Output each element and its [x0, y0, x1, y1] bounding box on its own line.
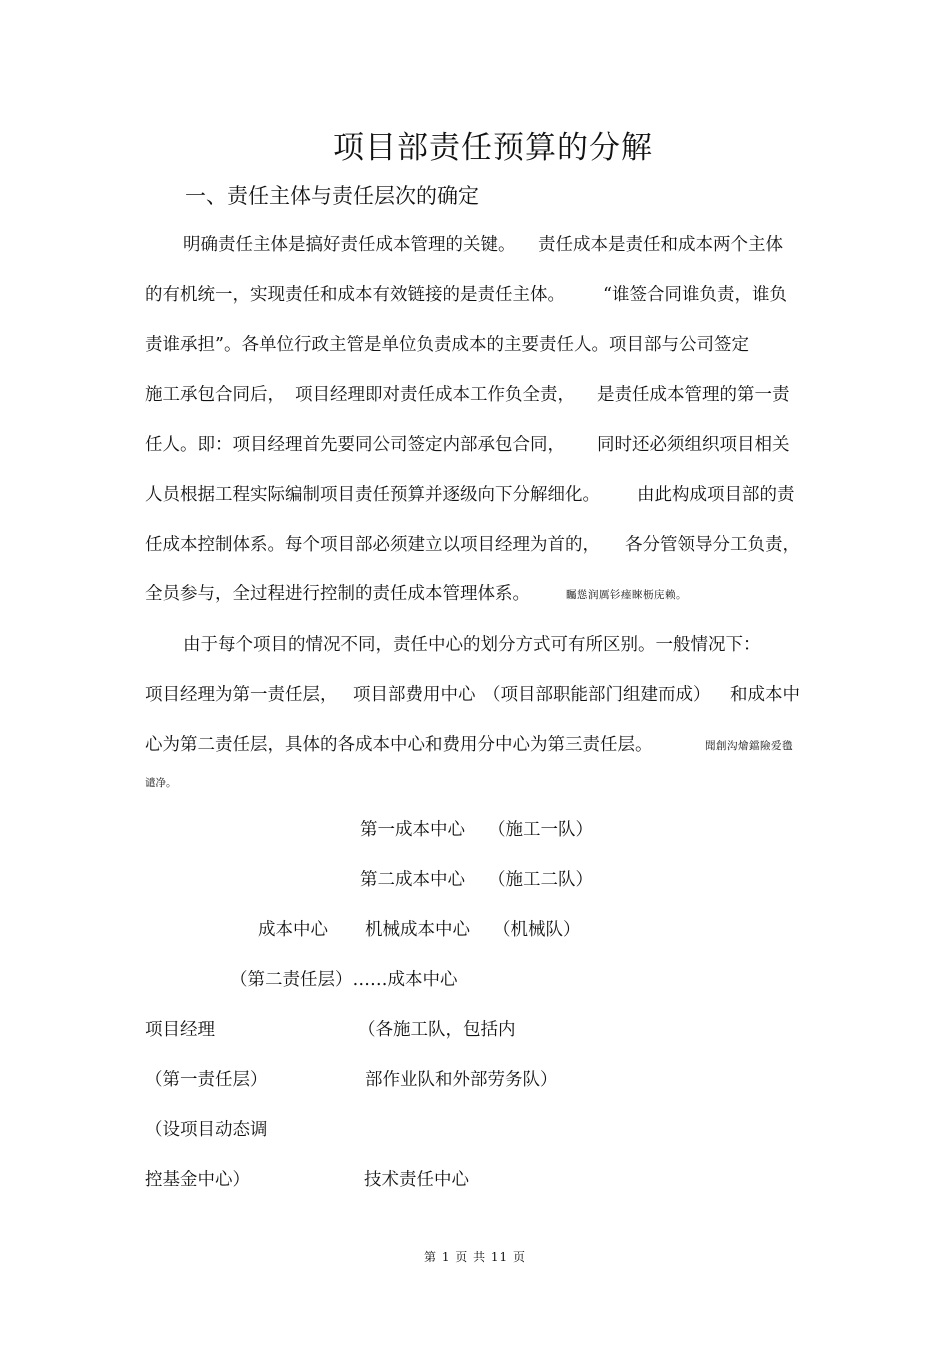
- para2-line2-part2: 项目部费用中心: [353, 685, 476, 705]
- para1-line1-part1: 明确责任主体是搞好责任成本管理的关键。: [183, 235, 516, 255]
- para1-line2-part2: “谁签合同谁负责，谁负: [603, 285, 787, 305]
- diagram-teams-line1: （各施工队，包括内: [358, 1020, 516, 1040]
- diagram-first-cost-center: 第一成本中心: [360, 820, 465, 840]
- diagram-machinery-cost-center: 机械成本中心: [365, 920, 470, 940]
- page-footer: 第 1 页 共 11 页: [424, 1250, 526, 1264]
- diagram-tech-center: 技术责任中心: [364, 1170, 469, 1190]
- para1-line7-part1: 任成本控制体系。每个项目部必须建立以项目经理为首的，: [145, 535, 600, 555]
- diagram-fund-center-line2: 控基金中心）: [145, 1170, 250, 1190]
- diagram-first-layer: （第一责任层）: [145, 1070, 268, 1090]
- para1-line4-part3: 是责任成本管理的第一责: [597, 385, 790, 405]
- para1-line6-part2: 由此构成项目部的责: [637, 485, 795, 505]
- para2-line3-part1: 心为第二责任层，具体的各成本中心和费用分中心为第三责任层。: [145, 735, 653, 755]
- para2-line2-part4: 和成本中: [730, 685, 800, 705]
- diagram-first-cost-center-note: （施工一队）: [488, 820, 593, 840]
- diagram-cost-center: 成本中心: [258, 920, 328, 940]
- diagram-second-layer: （第二责任层）……成本中心: [230, 970, 458, 990]
- para1-line5-part2: 同时还必须组织项目相关: [597, 435, 790, 455]
- diagram-project-manager: 项目经理: [145, 1020, 215, 1040]
- para1-line1-part2: 责任成本是责任和成本两个主体: [538, 235, 783, 255]
- para1-line6-part1: 人员根据工程实际编制项目责任预算并逐级向下分解细化。: [145, 485, 600, 505]
- diagram-second-cost-center-note: （施工二队）: [488, 870, 593, 890]
- para2-line2-part1: 项目经理为第一责任层，: [145, 685, 338, 705]
- para1-garbled-text: 矚慫润厲钐瘗睞枥庑赖。: [566, 589, 687, 601]
- para1-line4-part2: 项目经理即对责任成本工作负全责，: [295, 385, 575, 405]
- para2-line1: 由于每个项目的情况不同，责任中心的划分方式可有所区别。一般情况下：: [183, 635, 761, 655]
- para1-line5-part1: 任人。即：项目经理首先要同公司签定内部承包合同，: [145, 435, 565, 455]
- para1-line2-part1: 的有机统一，实现责任和成本有效链接的是责任主体。: [145, 285, 565, 305]
- para2-line2-part3: （项目部职能部门组建而成）: [483, 685, 711, 705]
- para1-line3: 责谁承担”。各单位行政主管是单位负责成本的主要责任人。项目部与公司签定: [145, 335, 749, 355]
- section-heading: 一、责任主体与责任层次的确定: [185, 184, 479, 208]
- para2-garbled-text: 聞創沟燴鐺險爱氇: [705, 740, 793, 752]
- para1-line4-part1: 施工承包合同后，: [145, 385, 285, 405]
- diagram-second-cost-center: 第二成本中心: [360, 870, 465, 890]
- document-title: 项目部责任预算的分解: [333, 130, 653, 166]
- para1-line7-part2: 各分管领导分工负责，: [625, 535, 800, 555]
- diagram-fund-center-line1: （设项目动态调: [145, 1120, 268, 1140]
- para1-line8-part1: 全员参与，全过程进行控制的责任成本管理体系。: [145, 584, 530, 604]
- diagram-teams-line2: 部作业队和外部劳务队）: [365, 1070, 558, 1090]
- diagram-machinery-cost-center-note: （机械队）: [493, 920, 581, 940]
- para2-garbled-text-cont: 谴净。: [145, 777, 177, 789]
